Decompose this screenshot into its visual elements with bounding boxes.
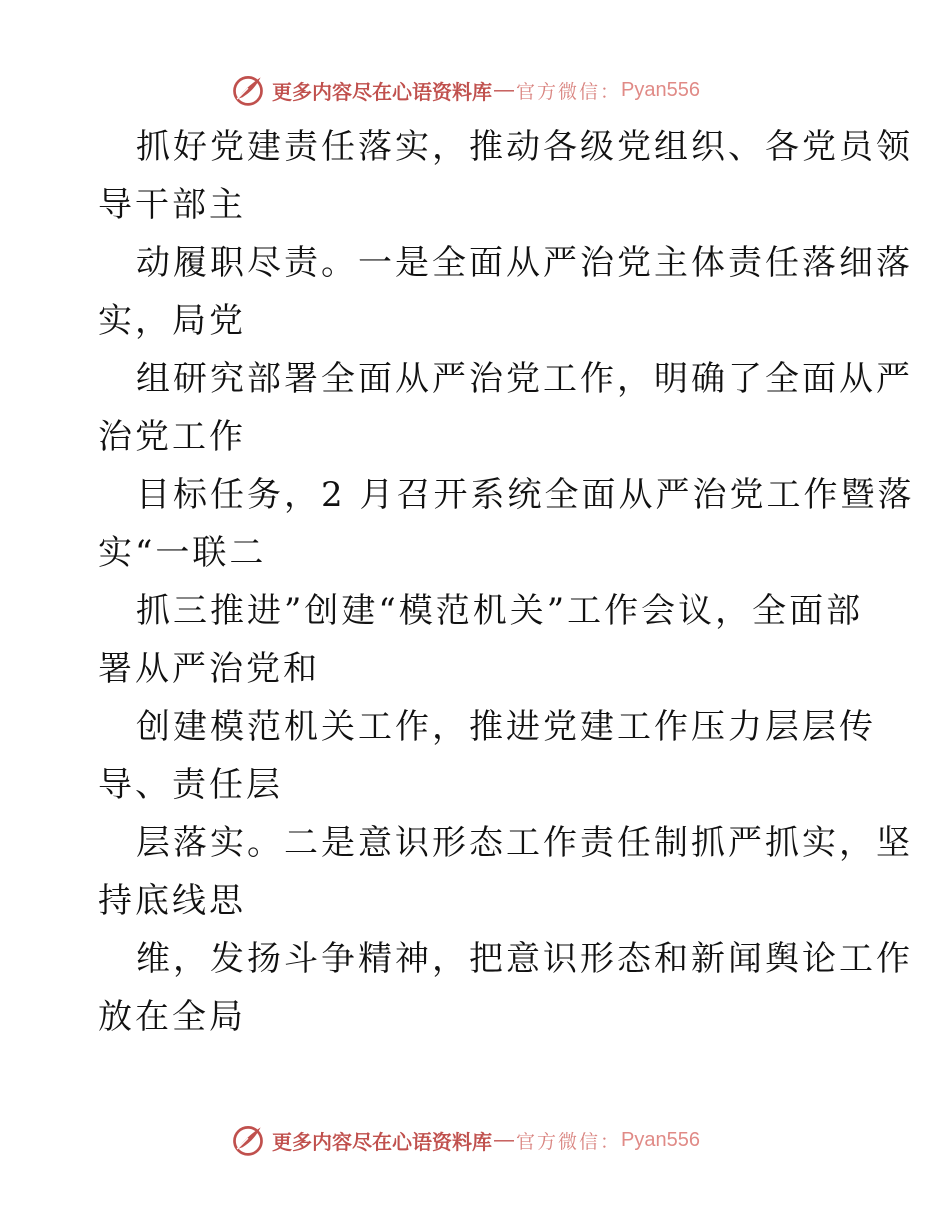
header-brand-text: 更多内容尽在心语资料库: [272, 79, 492, 104]
paragraph-line: 治党工作: [98, 417, 246, 457]
footer-brand-text: 更多内容尽在心语资料库: [272, 1129, 492, 1154]
paragraph-line: 实“一联二: [98, 533, 267, 573]
header-banner: [230, 70, 790, 110]
paragraph-line: 抓三推进”创建“模范机关”工作会议，全面部: [136, 591, 864, 631]
footer-dash: —: [494, 1128, 514, 1151]
header-dash: —: [494, 78, 514, 101]
paragraph-line: 导、责任层: [98, 765, 283, 805]
paragraph-line: 抓好党建责任落实，推动各级党组织、各党员领: [136, 127, 913, 167]
paragraph-line: 动履职尽责。一是全面从严治党主体责任落细落: [136, 243, 913, 283]
paragraph-line: 组研究部署全面从严治党工作，明确了全面从严: [136, 359, 913, 399]
footer-wechat-label: 官方微信：: [516, 1130, 622, 1153]
paragraph-line: 维，发扬斗争精神，把意识形态和新闻舆论工作: [136, 939, 913, 979]
document-body: [98, 118, 915, 1046]
paragraph-line: 实，局党: [98, 301, 246, 341]
header-wechat-label: 官方微信：: [516, 80, 622, 103]
paragraph-line: 目标任务，2 月召开系统全面从严治党工作暨落: [136, 475, 915, 515]
paragraph-line: 署从严治党和: [98, 649, 320, 689]
paragraph-line: 导干部主: [98, 185, 246, 225]
paragraph-line: 创建模范机关工作，推进党建工作压力层层传: [136, 707, 876, 747]
paragraph-line: 放在全局: [98, 997, 246, 1037]
paragraph-line: 持底线思: [98, 881, 246, 921]
feather-pen-logo-icon: [230, 1122, 266, 1158]
paragraph-line: 层落实。二是意识形态工作责任制抓严抓实，坚: [136, 823, 913, 863]
footer-wechat-id: Pyan556: [621, 1128, 700, 1151]
footer-banner: [230, 1120, 790, 1160]
header-wechat-id: Pyan556: [621, 78, 700, 101]
feather-pen-logo-icon: [230, 72, 266, 108]
